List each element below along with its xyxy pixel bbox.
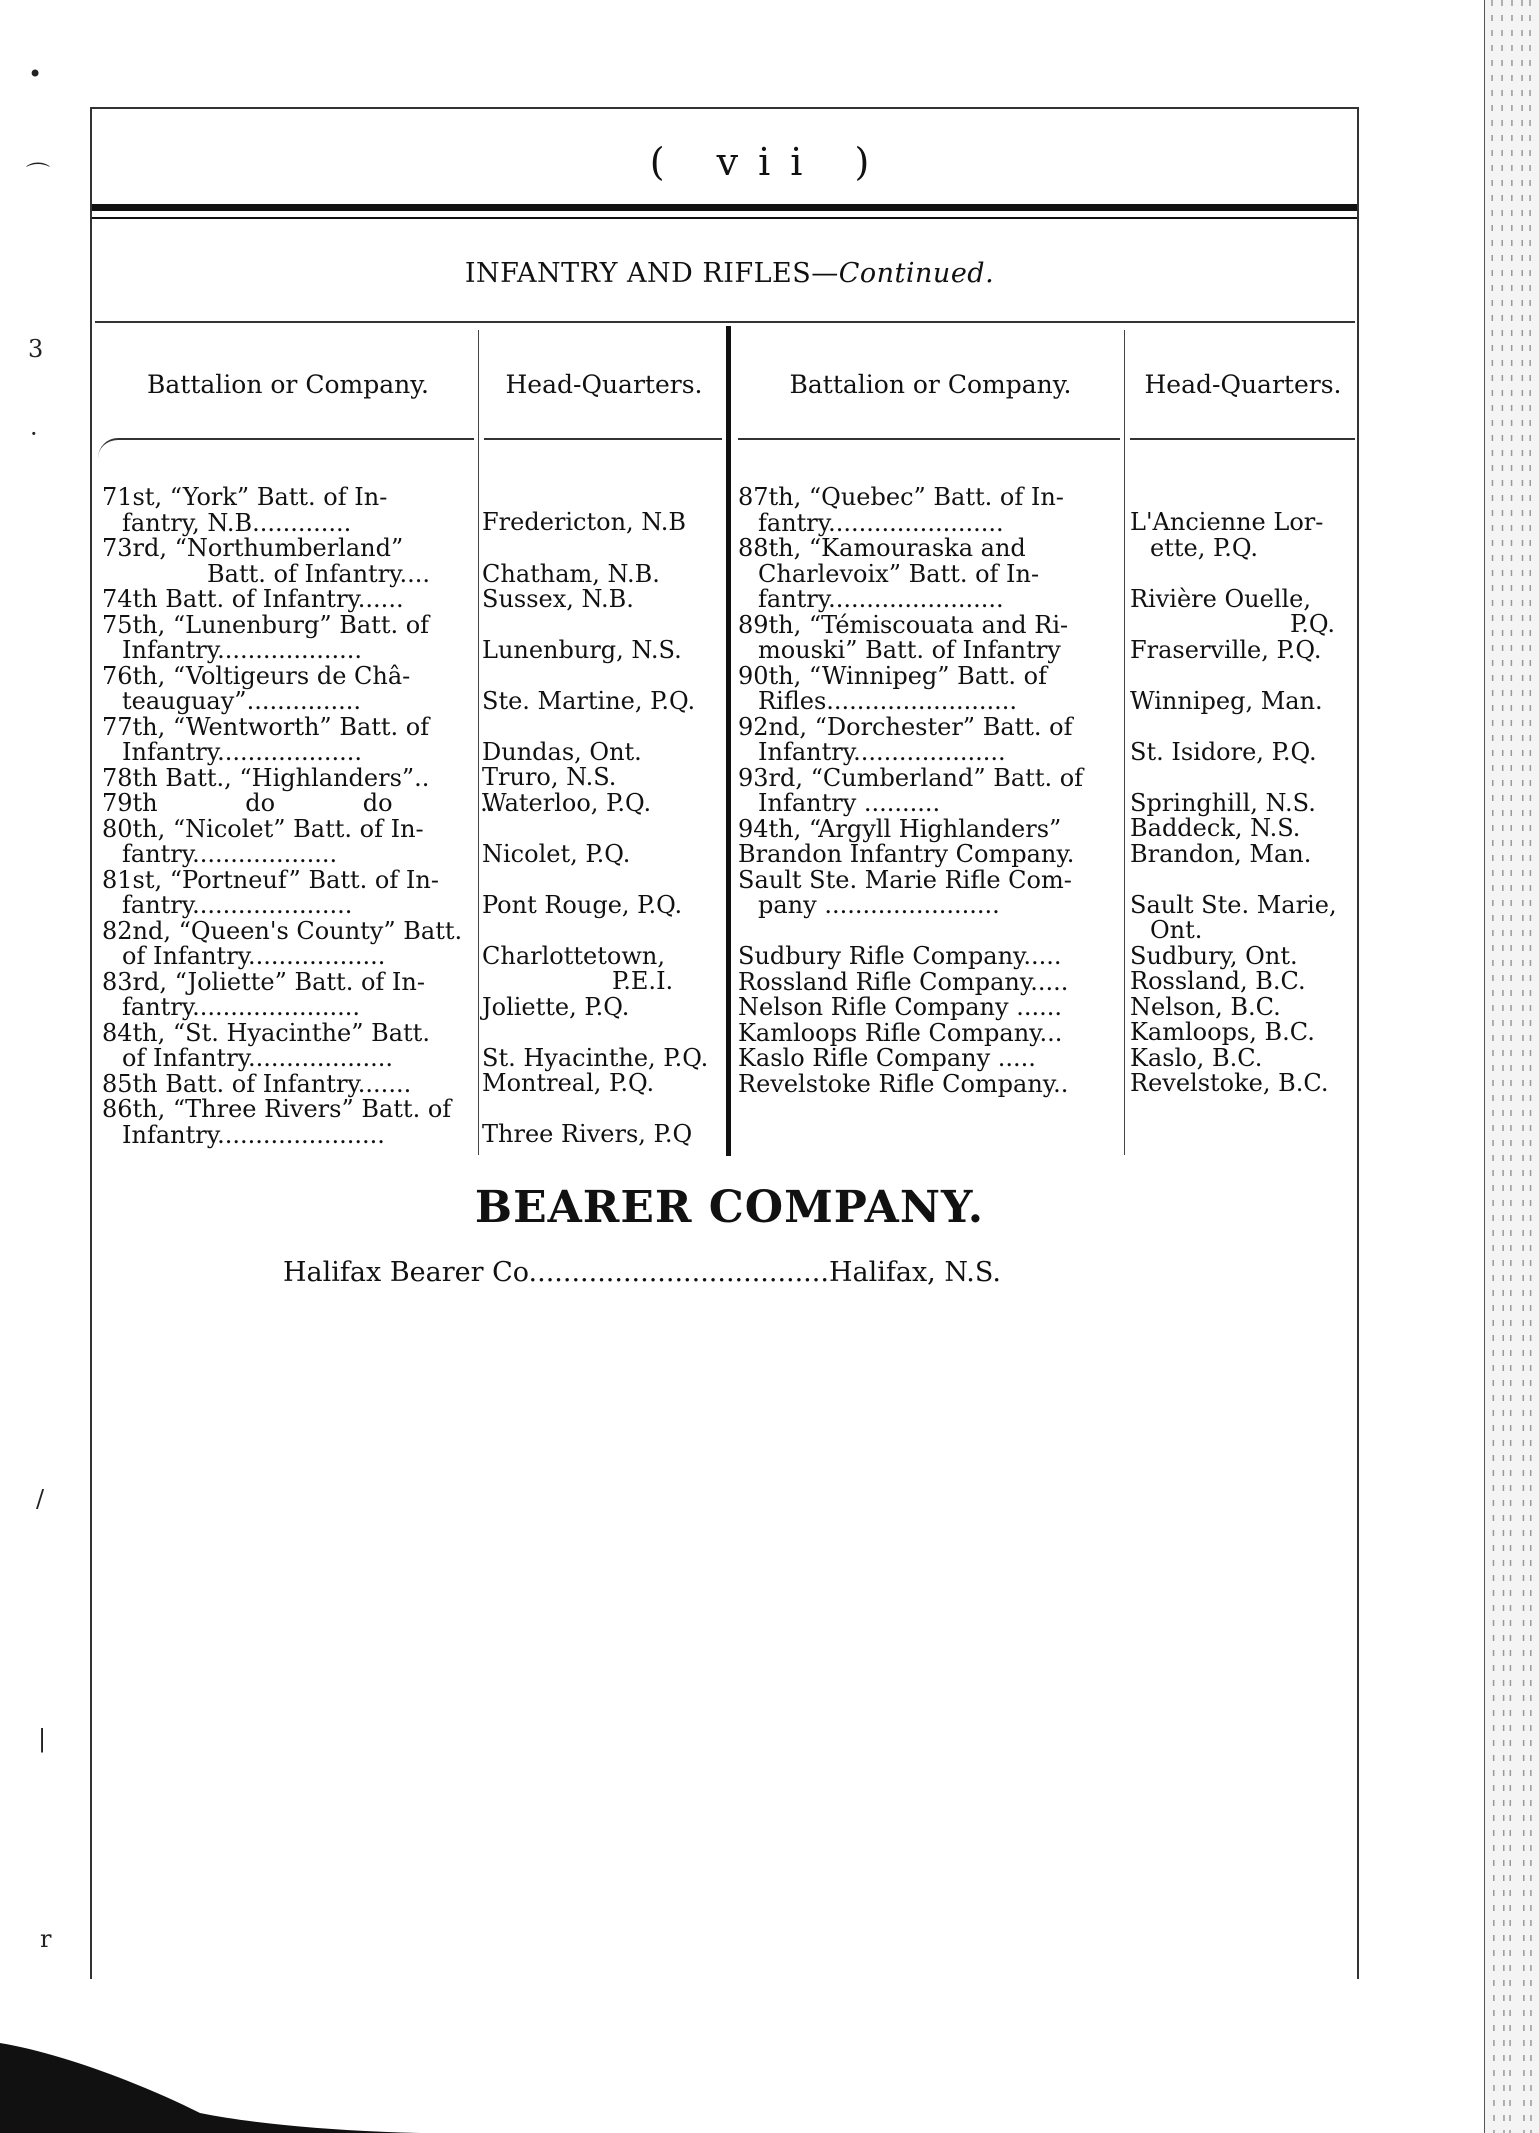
- list-item: Infantry ..........: [758, 789, 941, 817]
- list-item: teauguay”...............: [122, 687, 362, 715]
- page-edge-shadow: [1484, 0, 1539, 2133]
- list-item: 84th, “St. Hyacinthe” Batt.: [102, 1018, 430, 1047]
- list-item: fantry.......................: [758, 585, 1004, 613]
- list-item: Rossland Rifle Company.....: [738, 967, 1069, 996]
- right-hq-sault-ste-marie: Sault Ste. Marie,: [1130, 891, 1337, 919]
- margin-mark: 3: [28, 335, 44, 363]
- left-hq-nicolet: Nicolet, P.Q.: [482, 840, 631, 868]
- left-hq-charlottetown: Charlottetown,: [482, 942, 665, 970]
- list-item: 74th Batt. of Infantry......: [102, 585, 404, 613]
- left-hq-pei: P.E.I.: [612, 967, 674, 995]
- margin-mark: •: [28, 60, 43, 88]
- list-item: 75th, “Lunenburg” Batt. of: [102, 610, 430, 639]
- right-hq-brandon: Brandon, Man.: [1130, 840, 1312, 868]
- left-hq-lunenburg: Lunenburg, N.S.: [482, 636, 682, 664]
- left-hq-montreal: Montreal, P.Q.: [482, 1069, 655, 1097]
- right-hq-riviere-ouelle: Rivière Ouelle,: [1130, 585, 1312, 613]
- list-item: Sault Ste. Marie Rifle Com-: [738, 865, 1072, 894]
- section-title-italic: Continued.: [838, 258, 995, 289]
- list-item: 78th Batt., “Highlanders”..: [102, 763, 430, 792]
- bearer-company-heading: BEARER COMPANY.: [474, 1182, 985, 1233]
- section-heading: [0, 258, 1459, 289]
- left-hq-sussex: Sussex, N.B.: [482, 585, 634, 613]
- header-rule-light: [92, 217, 1357, 219]
- column-header-left-battalion: Battalion or Company.: [147, 370, 429, 399]
- right-hq-sudbury: Sudbury, Ont.: [1130, 942, 1298, 970]
- list-item: mouski” Batt. of Infantry: [758, 636, 1061, 664]
- list-item: Infantry......................: [122, 1120, 385, 1149]
- right-hq-rossland: Rossland, B.C.: [1130, 967, 1306, 995]
- left-hq-pont-rouge: Pont Rouge, P.Q.: [482, 891, 683, 919]
- header-rule-heavy: [92, 204, 1357, 211]
- left-hq-dundas: Dundas, Ont.: [482, 738, 642, 766]
- list-item: 94th, “Argyll Highlanders”: [738, 814, 1062, 843]
- header-underline-right-hq: [1130, 438, 1355, 458]
- left-hq-st-hyacinthe: St. Hyacinthe, P.Q.: [482, 1044, 709, 1072]
- list-item: Infantry....................: [758, 738, 1006, 766]
- list-item: 77th, “Wentworth” Batt. of: [102, 712, 430, 741]
- header-underline-right: [738, 438, 1120, 458]
- right-hq-springhill: Springhill, N.S.: [1130, 789, 1316, 817]
- margin-mark: ⌒: [26, 161, 50, 189]
- list-item: 85th Batt. of Infantry.......: [102, 1069, 412, 1098]
- list-item: Kamloops Rifle Company...: [738, 1018, 1063, 1047]
- list-item: Nelson Rifle Company ......: [738, 993, 1062, 1021]
- left-hq-chatham: Chatham, N.B.: [482, 560, 660, 588]
- list-item: of Infantry..................: [122, 942, 386, 970]
- bearer-company-row: [283, 1257, 1001, 1288]
- list-item: Rifles.........................: [758, 687, 1017, 715]
- list-item: 82nd, “Queen's County” Batt.: [102, 916, 463, 945]
- page-number: ( vii ): [649, 140, 890, 184]
- right-hq-ancienne-lorette: L'Ancienne Lor-: [1130, 508, 1324, 536]
- section-title: INFANTRY AND RIFLES—: [464, 258, 839, 289]
- list-item: Revelstoke Rifle Company..: [738, 1069, 1069, 1098]
- left-battalion-list: [102, 485, 495, 1148]
- list-item: Infantry...................: [122, 636, 363, 664]
- list-item: 81st, “Portneuf” Batt. of In-: [102, 865, 439, 894]
- right-hq-sault-ste-marie-ont: Ont.: [1150, 916, 1203, 944]
- list-item: 87th, “Quebec” Batt. of In-: [738, 483, 1064, 511]
- right-hq-baddeck: Baddeck, N.S.: [1130, 814, 1301, 842]
- left-hq-ste-martine: Ste. Martine, P.Q.: [482, 687, 696, 715]
- list-item: 83rd, “Joliette” Batt. of In-: [102, 967, 425, 996]
- right-hq-fraserville: Fraserville, P.Q.: [1130, 636, 1322, 664]
- right-battalion-list: [738, 485, 1083, 1097]
- left-hq-three-rivers: Three Rivers, P.Q: [482, 1120, 693, 1148]
- list-item: 71st, “York” Batt. of In-: [102, 483, 388, 511]
- list-item: Kaslo Rifle Company .....: [738, 1044, 1036, 1072]
- right-hq-riviere-ouelle-pq: P.Q.: [1290, 610, 1336, 638]
- right-hq-kamloops: Kamloops, B.C.: [1130, 1018, 1315, 1046]
- list-item: 93rd, “Cumberland” Batt. of: [738, 763, 1084, 792]
- list-item: of Infantry...................: [122, 1044, 393, 1072]
- left-hq-waterloo: Waterloo, P.Q.: [482, 789, 652, 817]
- column-divider-center: [726, 326, 731, 1156]
- list-item: fantry, N.B.............: [122, 508, 352, 537]
- list-item: 92nd, “Dorchester” Batt. of: [738, 712, 1073, 741]
- list-item: Sudbury Rifle Company.....: [738, 942, 1062, 970]
- header-underline-left-hq: [484, 438, 722, 458]
- column-header-right-battalion: Battalion or Company.: [789, 370, 1072, 399]
- bearer-company-name: Halifax Bearer Co...................................: [283, 1257, 829, 1288]
- list-item: 90th, “Winnipeg” Batt. of: [738, 661, 1047, 690]
- list-item: Brandon Infantry Company.: [738, 840, 1075, 868]
- list-item: 89th, “Témiscouata and Ri-: [738, 610, 1069, 639]
- left-hq-truro: Truro, N.S.: [482, 763, 617, 791]
- right-hq-nelson: Nelson, B.C.: [1130, 993, 1281, 1021]
- right-hq-winnipeg: Winnipeg, Man.: [1130, 687, 1323, 715]
- margin-mark: /: [36, 1485, 45, 1513]
- header-underline-left: [98, 438, 474, 458]
- column-divider-right: [1124, 330, 1125, 1155]
- list-item: fantry...................: [122, 840, 338, 868]
- margin-mark: |: [38, 1725, 47, 1753]
- right-hq-revelstoke: Revelstoke, B.C.: [1130, 1069, 1329, 1097]
- table-top-rule: [95, 321, 1355, 323]
- list-item: 86th, “Three Rivers” Batt. of: [102, 1095, 452, 1123]
- list-item: 79th do do ..: [102, 789, 496, 817]
- list-item: 73rd, “Northumberland”: [102, 534, 404, 562]
- column-header-right-hq: Head-Quarters.: [1144, 370, 1342, 399]
- right-hq-ancienne-lorette-pq: ette, P.Q.: [1150, 534, 1258, 562]
- list-item: fantry.....................: [122, 891, 353, 919]
- margin-mark: ·: [30, 420, 38, 448]
- right-hq-kaslo: Kaslo, B.C.: [1130, 1044, 1263, 1072]
- list-item: 76th, “Voltigeurs de Châ-: [102, 661, 411, 690]
- list-item: 80th, “Nicolet” Batt. of In-: [102, 814, 424, 843]
- list-item: pany .......................: [758, 891, 1000, 919]
- list-item: [738, 919, 1083, 945]
- column-header-left-hq: Head-Quarters.: [505, 370, 703, 399]
- bottom-corner-shadow: [0, 2013, 420, 2133]
- list-item: fantry.......................: [758, 508, 1004, 537]
- list-item: 88th, “Kamouraska and: [738, 534, 1026, 562]
- list-item: fantry......................: [122, 993, 360, 1021]
- margin-mark: r: [40, 1925, 52, 1953]
- left-hq-joliette: Joliette, P.Q.: [482, 993, 630, 1021]
- list-item: Infantry...................: [122, 738, 363, 766]
- list-item: Charlevoix” Batt. of In-: [758, 559, 1040, 588]
- list-item: Batt. of Infantry....: [207, 559, 431, 588]
- bearer-company-hq: Halifax, N.S.: [828, 1257, 1001, 1288]
- left-hq-fredericton: Fredericton, N.B: [482, 508, 687, 536]
- right-hq-st-isidore: St. Isidore, P.Q.: [1130, 738, 1317, 766]
